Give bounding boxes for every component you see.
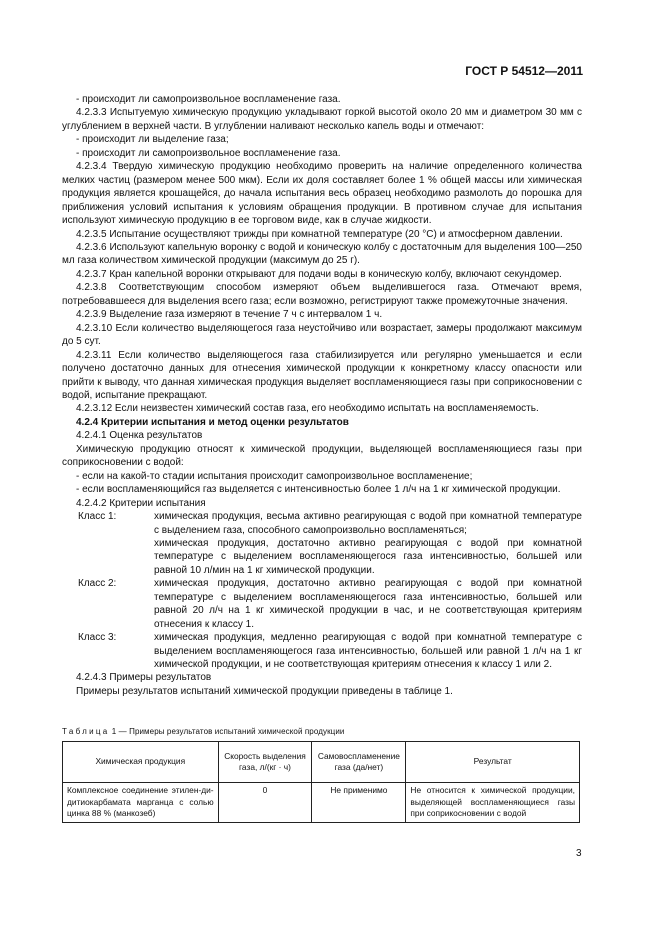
column-header: Самовоспламенение газа (да/нет)	[312, 742, 406, 783]
table-cell: Не применимо	[312, 783, 406, 823]
paragraph: - если воспламеняющийся газ выделяется с интенсивностью более 1 л/ч на 1 кг химической продукции.	[76, 484, 561, 496]
table-cell: Не относится к химической продукции, выделяющей воспламеняющиеся газы при соприкосновении с водой	[406, 783, 580, 823]
table-header-row	[63, 742, 580, 783]
results-table	[62, 741, 580, 823]
standard-header: ГОСТ Р 54512—2011	[465, 64, 583, 78]
table-caption-text: 1 — Примеры результатов испытаний химической продукции	[111, 727, 345, 736]
paragraph: - происходит ли выделение газа;	[76, 134, 229, 146]
class-2-criterion	[62, 577, 582, 631]
paragraph: 4.2.3.4 Твердую химическую продукцию необходимо проверить на наличие определенного количества мелких частиц (размером менее 500 мкм). Если их доля составляет более 1 % общей массы или химическая продукция является крошащейся, до начала испытания весь образец необходимо размолоть до порошка для приближения условий испытания к условиям обращения продукции. В противном случае для испытания используют химическую продукцию в ее торговом виде, как в случае жидкости.	[62, 161, 582, 227]
table-caption-word: Таблица	[62, 727, 110, 736]
paragraph: Примеры результатов испытаний химической продукции приведены в таблице 1.	[76, 685, 453, 697]
paragraph: 4.2.3.3 Испытуемую химическую продукцию укладывают горкой высотой около 20 мм и диаметром 30 мм с углублением в верхней части. В углублении наливают несколько капель воды и отмечают:	[62, 107, 582, 132]
column-header: Химическая продукция	[63, 742, 219, 783]
class-text: химическая продукция, достаточно активно реагирующая с водой при комнатной температуре с выделением воспламеняющегося газа интенсивностью, большей или равной 20 л/ч на 1 кг химической продукции в час, и не соответствующая критериям отнесения к классу 1.	[154, 578, 582, 630]
paragraph: 4.2.4.1 Оценка результатов	[76, 430, 203, 442]
class-3-criterion	[62, 631, 582, 671]
paragraph: 4.2.3.12 Если неизвестен химический состав газа, его необходимо испытать на воспламеняемость.	[76, 403, 539, 415]
paragraph: - происходит ли самопроизвольное воспламенение газа.	[76, 94, 341, 105]
column-header: Скорость выделения газа, л/(кг · ч)	[218, 742, 312, 783]
page-number: 3	[576, 848, 582, 859]
table-row	[63, 783, 580, 823]
class-label: Класс 2:	[78, 578, 117, 590]
paragraph: 4.2.4.2 Критерии испытания	[76, 497, 206, 509]
paragraph: 4.2.3.6 Используют капельную воронку с водой и коническую колбу с достаточным для выделения 100—250 мл газа количеством химической продукции (максимум до 25 г).	[62, 241, 582, 267]
paragraph: - происходит ли самопроизвольное воспламенение газа.	[76, 147, 341, 159]
paragraph: 4.2.3.9 Выделение газа измеряют в течение 7 ч с интервалом 1 ч.	[76, 309, 383, 321]
class-label: Класс 1:	[78, 511, 117, 523]
class-text: химическая продукция, весьма активно реагирующая с водой при комнатной температуре с выделением газа, способного самопроизвольно воспламеняться;	[154, 511, 582, 536]
column-header: Результат	[406, 742, 580, 783]
paragraph: 4.2.3.8 Соответствующим способом измеряют объем выделившегося газа. Отмечают время, потребовавшееся для выделения всего газа; если возможно, регистрируют также промежуточные значения.	[62, 282, 582, 307]
table-cell: 0	[218, 783, 312, 823]
paragraph: 4.2.3.11 Если количество выделяющегося газа стабилизируется или регулярно уменьшается и если получено достаточно данных для отнесения химической продукции к конкретному классу опасности или прийти к выводу, что данная химическая продукция выделяет воспламеняющиеся газы при соприкосновении с водой, испытание прекращают.	[62, 349, 582, 401]
section-heading: 4.2.4 Критерии испытания и метод оценки результатов	[76, 416, 349, 428]
table-cell: Комплексное соединение этилен-ди-дитиокарбамата марганца с солью цинка 88 % (манкозеб)	[63, 783, 219, 823]
table-caption	[62, 727, 345, 736]
body-text	[62, 93, 582, 698]
paragraph: 4.2.3.10 Если количество выделяющегося газа неустойчиво или возрастает, замеры продолжают максимум до 5 сут.	[62, 322, 582, 348]
class-1-criterion	[62, 510, 582, 537]
paragraph: Химическую продукцию относят к химической продукции, выделяющей воспламеняющиеся газы при соприкосновении с водой:	[62, 443, 582, 469]
class-1-subcriterion: химическая продукция, достаточно активно реагирующая с водой при комнатной температуре с выделением воспламеняющегося газа интенсивностью, большей или равной 10 л/мин на 1 кг химической продукции.	[154, 537, 582, 576]
paragraph: - если на какой-то стадии испытания происходит самопроизвольное воспламенение;	[76, 470, 473, 482]
paragraph: 4.2.4.3 Примеры результатов	[76, 672, 212, 684]
paragraph: 4.2.3.7 Кран капельной воронки открывают для подачи воды в коническую колбу, включают секундомер.	[76, 268, 562, 280]
class-text: химическая продукция, медленно реагирующая с водой при комнатной температуре с выделением воспламеняющегося газа интенсивностью, большей или равной 1 л/ч на 1 кг химической продукции, и не соответствующая критериям отнесения к классу 1 или 2.	[154, 632, 582, 671]
class-label: Класс 3:	[78, 632, 117, 644]
paragraph: 4.2.3.5 Испытание осуществляют трижды при комнатной температуре (20 °C) и атмосферном давлении.	[76, 228, 563, 240]
